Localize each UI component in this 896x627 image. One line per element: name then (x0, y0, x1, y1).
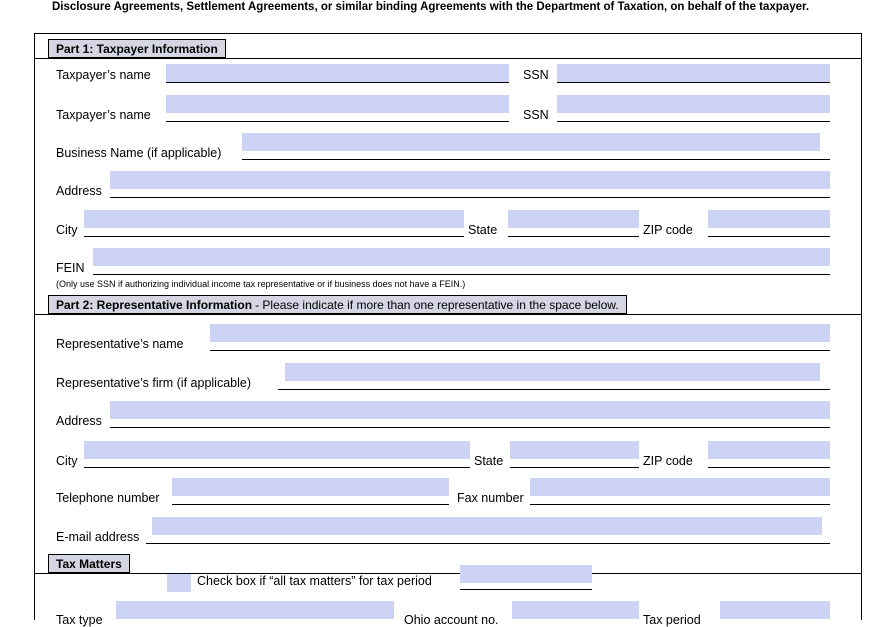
fein-note: (Only use SSN if authorizing individual income tax representative or if business does not have a FEIN.) (56, 279, 466, 289)
underline-ssn-1 (557, 82, 830, 83)
label-rep-firm: Representative’s firm (if applicable) (56, 376, 251, 390)
label-fein: FEIN (56, 261, 85, 275)
underline-taxpayer-name-1 (166, 82, 509, 83)
input-ohio-account-no[interactable] (512, 601, 639, 619)
input-all-tax-period[interactable] (460, 565, 592, 583)
all-tax-matters-checkbox[interactable] (167, 574, 191, 592)
input-state-1[interactable] (508, 210, 639, 228)
label-taxpayer-name-2: Taxpayer’s name (56, 108, 151, 122)
label-city-1: City (56, 223, 78, 237)
part1-header-label: Part 1: Taxpayer Information (48, 39, 226, 58)
label-rep-name: Representative’s name (56, 337, 184, 351)
label-tax-period: Tax period (643, 613, 701, 627)
underline-city-1 (84, 236, 464, 237)
underline-city-2 (84, 467, 470, 468)
input-taxpayer-name-2[interactable] (166, 95, 509, 113)
input-zip-1[interactable] (708, 210, 830, 228)
underline-state-2 (510, 467, 639, 468)
underline-fein (93, 274, 830, 275)
input-telephone[interactable] (172, 478, 449, 496)
input-fax[interactable] (530, 478, 830, 496)
tax-matters-header-label: Tax Matters (48, 554, 130, 573)
input-business-name[interactable] (242, 133, 820, 151)
label-fax: Fax number (457, 491, 524, 505)
label-email: E-mail address (56, 530, 140, 544)
underline-ssn-2 (557, 121, 830, 122)
input-city-1[interactable] (84, 210, 464, 228)
input-rep-name[interactable] (210, 324, 830, 342)
part2-header (48, 295, 627, 314)
input-tax-type[interactable] (116, 601, 394, 619)
label-address-1: Address (56, 184, 102, 198)
part2-header-tab (48, 295, 627, 314)
label-taxpayer-name-1: Taxpayer’s name (56, 68, 151, 82)
underline-rep-firm (278, 389, 830, 390)
underline-state-1 (508, 236, 639, 237)
input-rep-firm[interactable] (285, 363, 820, 381)
label-zip-2: ZIP code (643, 454, 693, 468)
underline-fax (530, 504, 830, 505)
underline-address-1 (110, 197, 830, 198)
label-ssn-2: SSN (523, 108, 549, 122)
input-email[interactable] (152, 517, 822, 535)
input-taxpayer-name-1[interactable] (166, 64, 509, 82)
input-ssn-1[interactable] (557, 64, 830, 82)
underline-email (146, 543, 830, 544)
tax-matters-header-rule (35, 573, 861, 574)
underline-all-tax-period (460, 589, 592, 590)
label-ohio-account-no: Ohio account no. (404, 613, 499, 627)
input-fein[interactable] (93, 248, 830, 266)
input-zip-2[interactable] (708, 441, 830, 459)
underline-zip-1 (708, 236, 830, 237)
input-address-2[interactable] (110, 401, 830, 419)
label-telephone: Telephone number (56, 491, 160, 505)
label-address-2: Address (56, 414, 102, 428)
input-tax-period[interactable] (720, 601, 830, 619)
label-state-1: State (468, 223, 498, 237)
label-tax-type: Tax type (56, 613, 103, 627)
label-business-name: Business Name (if applicable) (56, 146, 222, 160)
part1-header-rule (35, 58, 861, 59)
label-ssn-1: SSN (523, 68, 549, 82)
label-state-2: State (474, 454, 504, 468)
tax-matters-header (48, 554, 130, 573)
all-tax-matters-label: Check box if “all tax matters” for tax period (197, 574, 432, 588)
input-city-2[interactable] (84, 441, 470, 459)
label-city-2: City (56, 454, 78, 468)
underline-taxpayer-name-2 (166, 121, 509, 122)
underline-rep-name (210, 350, 830, 351)
input-state-2[interactable] (510, 441, 639, 459)
underline-address-2 (110, 427, 830, 428)
intro-paragraph: Disclosure Agreements, Settlement Agreements, or similar binding Agreements with the Department of Taxation, on behalf of the taxpayer. (52, 1, 810, 13)
underline-business-name (242, 159, 830, 160)
input-address-1[interactable] (110, 171, 830, 189)
label-zip-1: ZIP code (643, 223, 693, 237)
part2-header-note: - Please indicate if more than one representative in the space below. (255, 297, 619, 312)
part2-header-label: Part 2: Representative Information (56, 297, 253, 312)
part1-header (48, 39, 226, 58)
underline-telephone (172, 504, 449, 505)
part2-header-rule (35, 314, 861, 315)
input-ssn-2[interactable] (557, 95, 830, 113)
underline-zip-2 (708, 467, 830, 468)
